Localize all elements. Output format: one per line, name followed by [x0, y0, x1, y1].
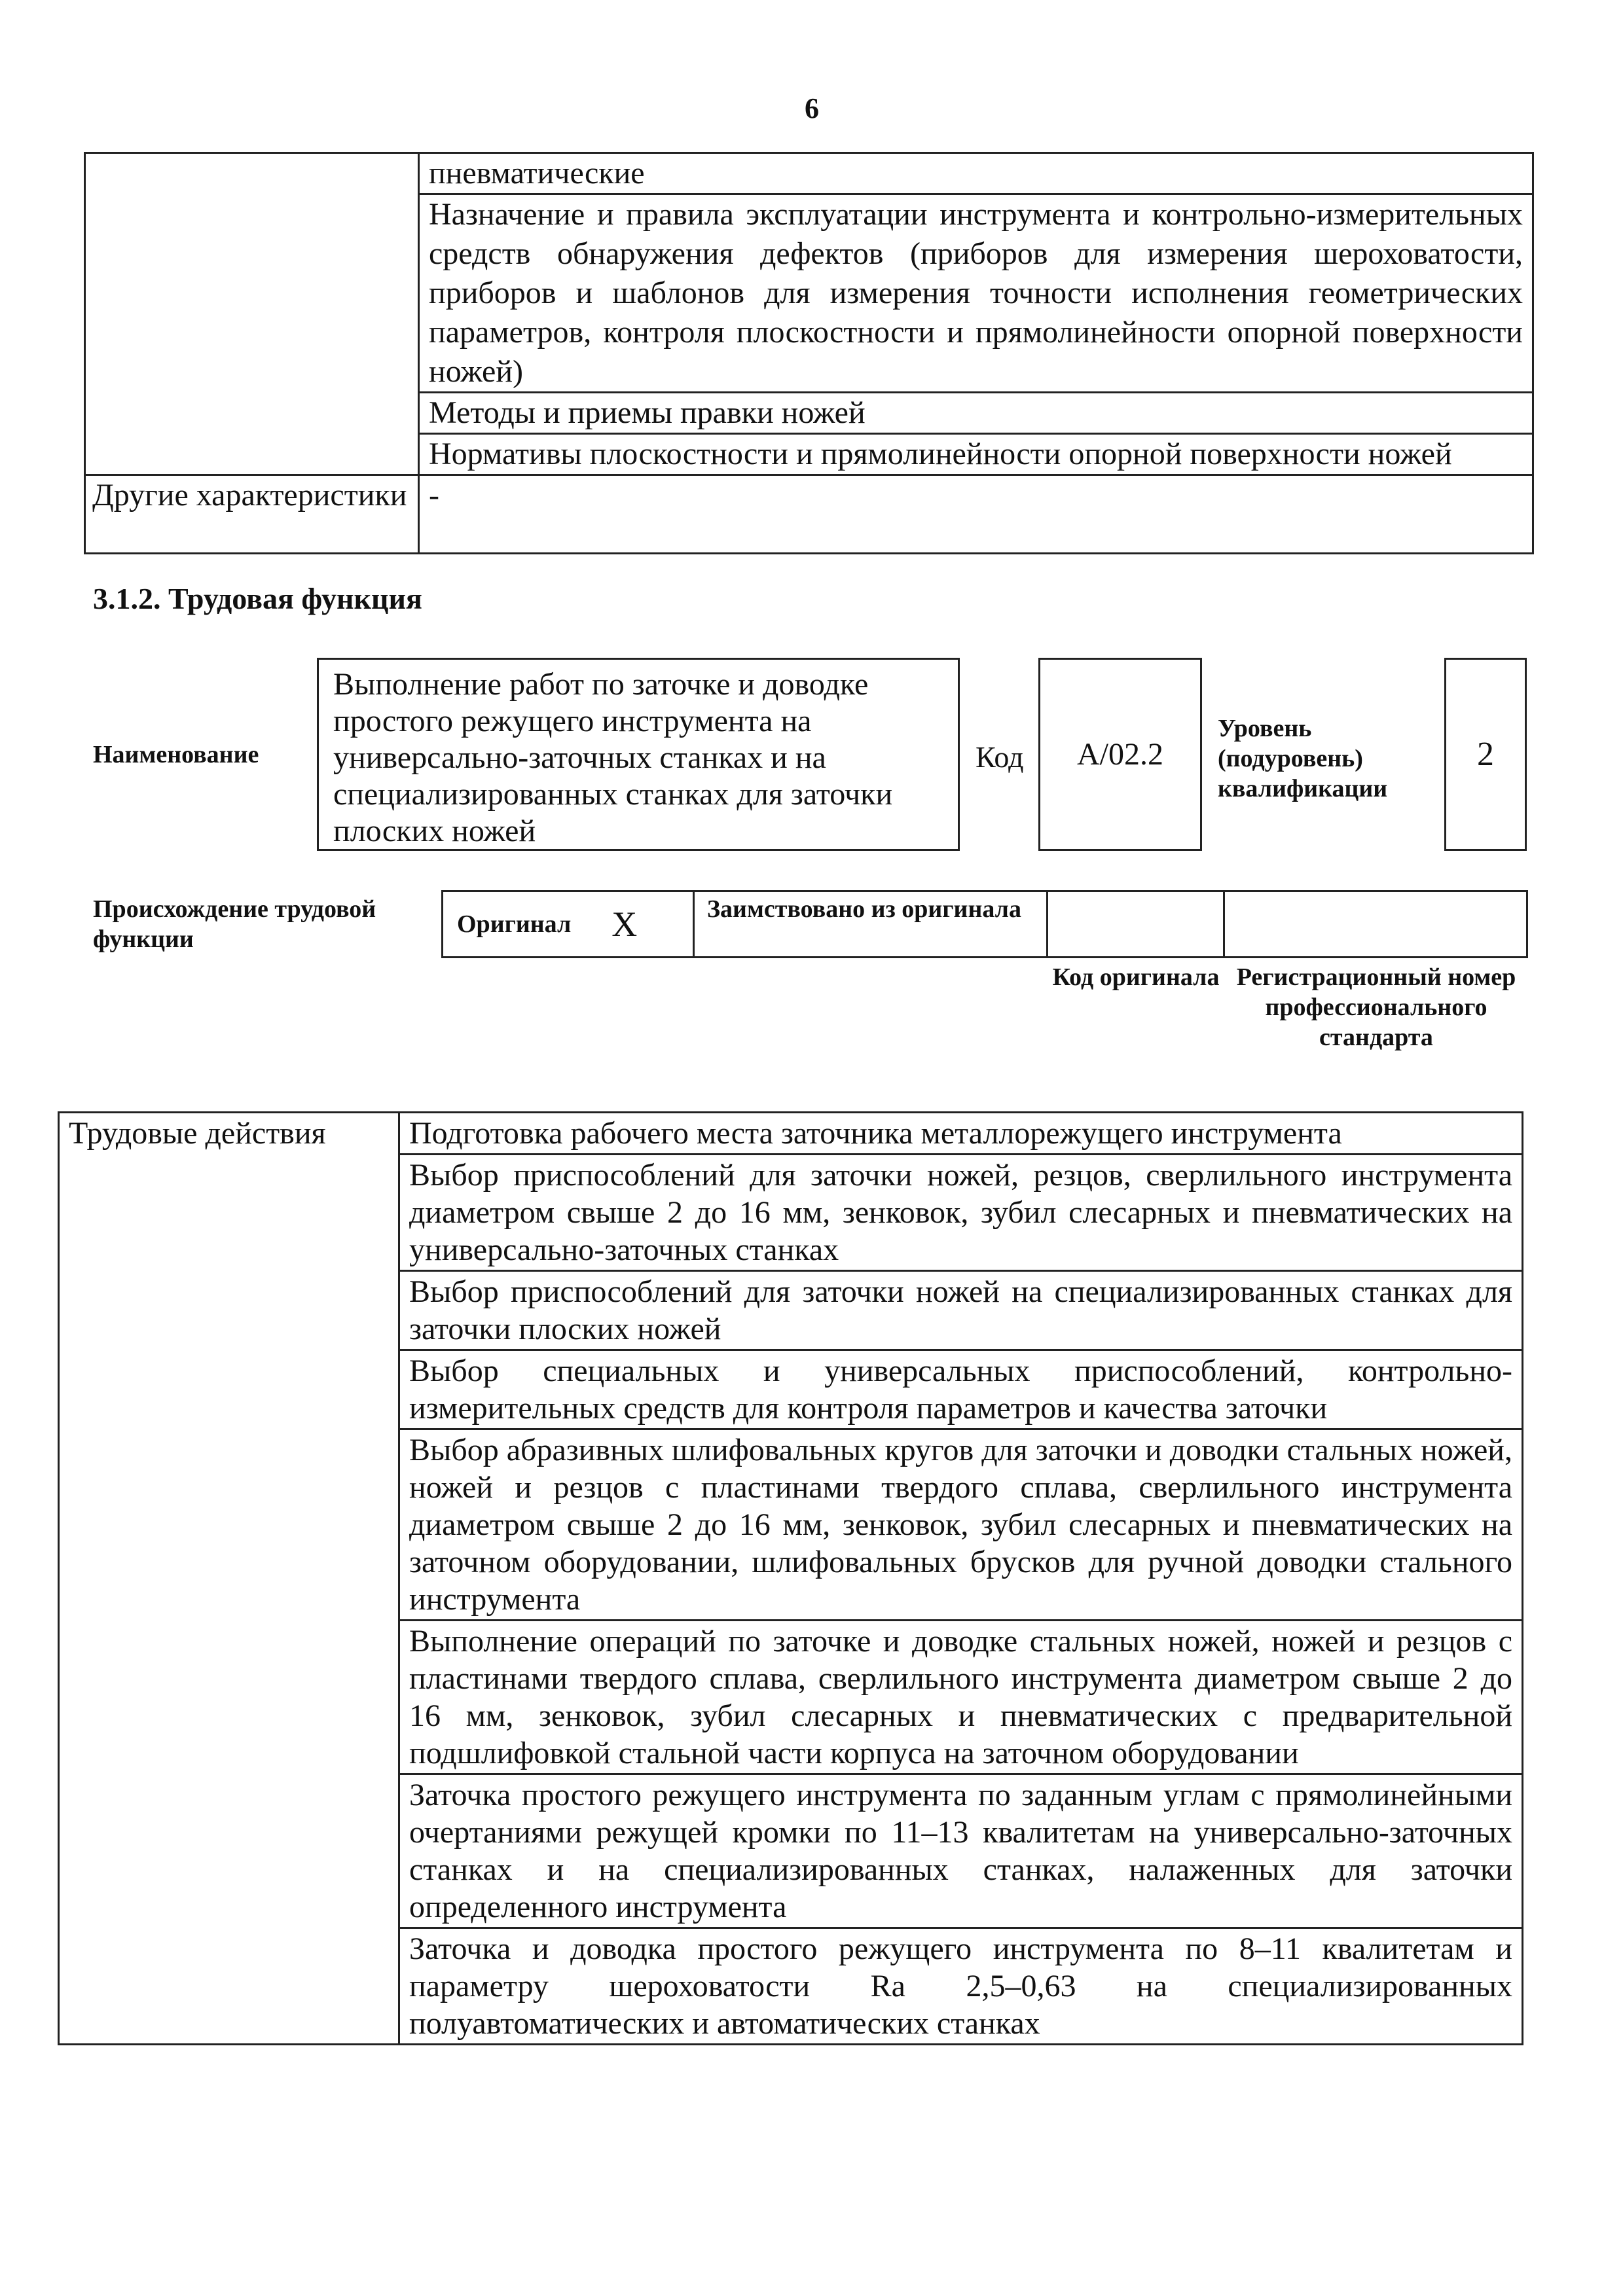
action-item: Подготовка рабочего места заточника металлорежущего инструмента [399, 1113, 1523, 1155]
function-name-box [317, 658, 960, 851]
action-item: Заточка и доводка простого режущего инструмента по 8–11 квалитетам и параметру шероховатости Ra 2,5–0,63 на специализированных полуавтоматических и автоматических станках [399, 1928, 1523, 2045]
borrowed-label: Заимствовано из оригинала [707, 895, 1021, 923]
action-item: Заточка простого режущего инструмента по заданным углам с прямолинейными очертаниями режущей кромки по 11–13 квалитетам на универсально-заточных станках и на специализированных станках, налаженных для заточки определенного инструмента [399, 1774, 1523, 1928]
name-label: Наименование [93, 741, 259, 768]
other-characteristics-label: Другие характеристики [85, 475, 419, 554]
divider [693, 890, 695, 958]
action-item: Выбор приспособлений для заточки ножей на специализированных станках для заточки плоских ножей [399, 1271, 1523, 1350]
code-original-caption: Код оригинала [1052, 963, 1220, 991]
action-item: Выбор специальных и универсальных приспособлений, контрольно-измерительных средств для контроля параметров и качества заточки [399, 1350, 1523, 1429]
empty-label-cell [85, 153, 419, 475]
code-box [1038, 658, 1202, 851]
original-cell [441, 890, 693, 958]
action-item: Выполнение операций по заточке и доводке стальных ножей, ножей и резцов с пластинами твердого сплава, сверлильного инструмента диаметром свыше 2 до 16 мм, зенковок, зубил слесарных и пневматических с предварительной подшлифовкой стальной части корпуса на заточном оборудовании [399, 1621, 1523, 1774]
level-value: 2 [1477, 736, 1494, 773]
knowledge-row-4: Нормативы плоскостности и прямолинейности опорной поверхности ножей [419, 434, 1533, 475]
page-number: 6 [805, 92, 819, 124]
origin-label: Происхождение трудовой функции [93, 895, 376, 953]
action-item: Выбор абразивных шлифовальных кругов для заточки и доводки стальных ножей, ножей и резцов с пластинами твердого сплава, сверлильного инструмента диаметром свыше 2 до 16 мм, зенковок, зубил слесарных и пневматических на заточном оборудовании, шлифовальных брусков для ручной доводки стального инструмента [399, 1429, 1523, 1621]
code-label: Код [976, 740, 1024, 774]
function-name-value: Выполнение работ по заточке и доводке простого режущего инструмента на универсально-заточных станках и на специализированных станках для заточки плоских ножей [333, 667, 893, 848]
original-mark: X [611, 905, 638, 944]
level-label: Уровень (подуровень) квалификации [1218, 715, 1388, 802]
knowledge-row-2: Назначение и правила эксплуатации инструмента и контрольно-измерительных средств обнаружения дефектов (приборов для измерения шероховатости, приборов и шаблонов для измерения точности исполнения геометрических параметров, контроля плоскостности и прямолинейности опорной поверхности ножей) [419, 194, 1533, 393]
labour-actions-table [58, 1111, 1523, 2045]
divider [1046, 890, 1048, 958]
actions-label: Трудовые действия [59, 1113, 399, 2045]
knowledge-table [84, 152, 1534, 554]
original-label: Оригинал [457, 910, 572, 938]
reg-number-caption: Регистрационный номер профессионального стандарта [1236, 963, 1516, 1051]
other-characteristics-value: - [419, 475, 1533, 554]
action-item: Выбор приспособлений для заточки ножей, резцов, сверлильного инструмента диаметром свыше 2 до 16 мм, зенковок, зубил слесарных и пневматических на универсально-заточных станках [399, 1155, 1523, 1271]
level-box [1444, 658, 1527, 851]
knowledge-row-3: Методы и приемы правки ножей [419, 393, 1533, 434]
divider [1223, 890, 1225, 958]
code-value: А/02.2 [1077, 737, 1163, 772]
knowledge-row-1: пневматические [419, 153, 1533, 194]
section-heading: 3.1.2. Трудовая функция [93, 582, 422, 615]
